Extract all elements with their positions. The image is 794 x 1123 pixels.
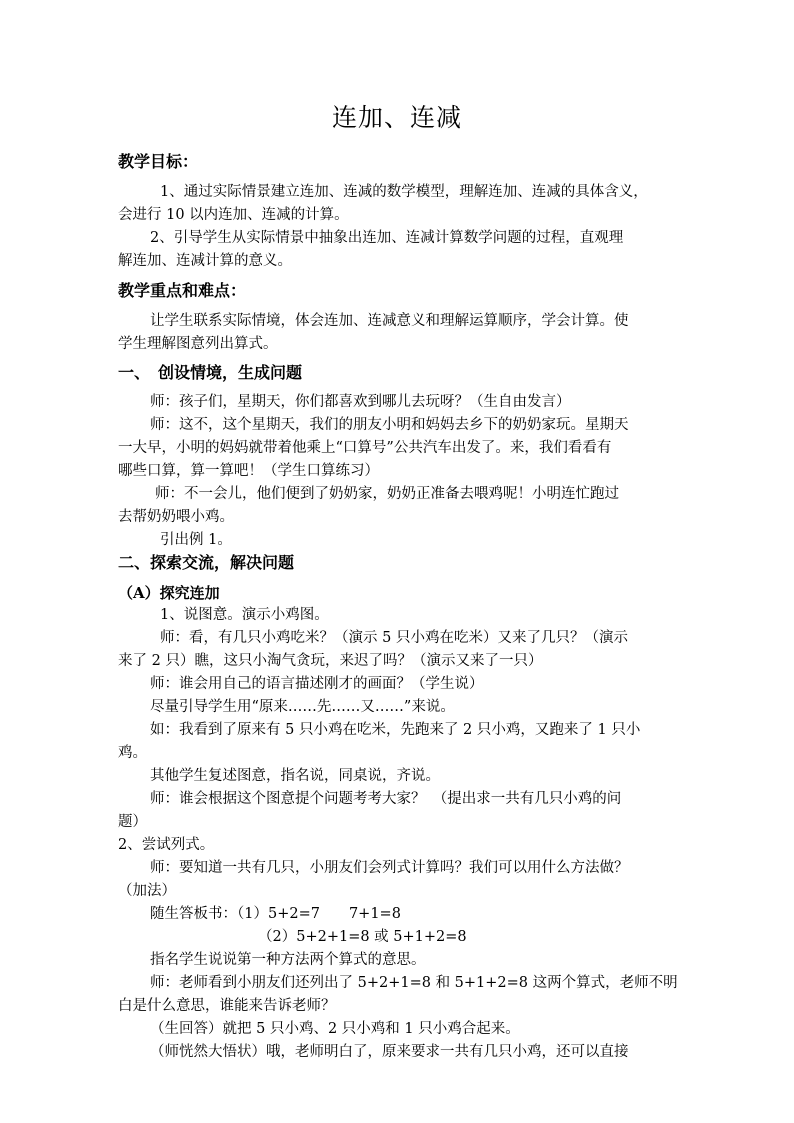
goals-heading: 教学目标：	[118, 152, 199, 171]
goals-line-4: 解连加、连减计算的意义。	[118, 253, 292, 269]
section2-line-8: 其他学生复述图意，指名说，同桌说，齐说。	[150, 768, 440, 784]
key-line-1: 让学生联系实际情境，体会连加、连减意义和理解运算顺序，学会计算。使	[150, 313, 629, 329]
section2-heading: 二、探索交流，解决问题	[118, 553, 295, 572]
section2-line-11: 2、尝试列式。	[118, 837, 215, 853]
section1-line-6: 去帮奶奶喂小鸡。	[118, 509, 234, 525]
key-line-2: 学生理解图意列出算式。	[118, 336, 278, 352]
goals-line-2: 会进行 10 以内连加、连减的计算。	[118, 207, 349, 223]
section2-line-19: （生回答）就把 5 只小鸡、2 只小鸡和 1 只小鸡合起来。	[150, 1021, 520, 1037]
section1-heading: 一、 创设情境，生成问题	[118, 363, 303, 382]
section2-line-4: 师：谁会用自己的语言描述刚才的画面？（学生说）	[150, 676, 484, 692]
section1-line-4: 哪些口算，算一算吧！（学生口算练习）	[118, 463, 379, 479]
key-heading: 教学重点和难点：	[118, 281, 247, 300]
section2-line-5: 尽量引导学生用“原来……先……又……”来说。	[150, 699, 455, 715]
section1-line-3: 一大早，小明的妈妈就带着他乘上“口算号”公共汽车出发了。来，我们看看有	[118, 440, 612, 456]
goals-line-1: 1、通过实际情景建立连加、连减的数学模型，理解连加、连减的具体含义，	[160, 184, 648, 200]
section2-line-7: 鸡。	[118, 745, 147, 761]
section2-line-2: 师：看，有几只小鸡吃米？（演示 5 只小鸡在吃米）又来了几只？（演示	[160, 630, 628, 646]
section2-line-16: 指名学生说说第一种方法两个算式的意思。	[150, 952, 426, 968]
section2-line-10: 题）	[118, 814, 147, 830]
section2-line-9: 师：谁会根据这个图意提个问题考考大家？ （提出求一共有几只小鸡的问	[150, 791, 622, 807]
section2-line-12: 师：要知道一共有几只，小朋友们会列式计算吗？我们可以用什么方法做？	[150, 860, 629, 876]
section2-line-18: 白是什么意思，谁能来告诉老师？	[118, 998, 336, 1014]
section2-line-13: （加法）	[118, 883, 176, 899]
section2-line-3: 来了 2 只）瞧，这只小淘气贪玩，来迟了吗？（演示又来了一只）	[118, 653, 543, 669]
section2-line-17: 师：老师看到小朋友们还列出了 5+2+1=8 和 5+1+2=8 这两个算式，老师不明	[150, 975, 678, 991]
section2-line-15: （2）5+2+1=8 或 5+1+2=8	[258, 929, 467, 945]
section1-line-2: 师：这不，这个星期天，我们的朋友小明和妈妈去乡下的奶奶家玩。星期天	[150, 417, 629, 433]
section2-line-1: 1、说图意。演示小鸡图。	[160, 607, 329, 623]
document-title: 连加、连减	[331, 103, 462, 132]
goals-line-3: 2、引导学生从实际情景中抽象出连加、连减计算数学问题的过程，直观理	[150, 230, 624, 246]
section1-line-1: 师：孩子们，星期天，你们都喜欢到哪儿去玩呀？（生自由发言）	[150, 394, 571, 410]
section1-line-7: 引出例 1。	[160, 532, 232, 548]
section2-line-6: 如：我看到了原来有 5 只小鸡在吃米，先跑来了 2 只小鸡，又跑来了 1 只小	[150, 722, 641, 738]
section1-line-5: 师：不一会儿，他们便到了奶奶家，奶奶正准备去喂鸡呢！小明连忙跑过	[155, 486, 619, 502]
section2-line-20: （师恍然大悟状）哦，老师明白了，原来要求一共有几只小鸡，还可以直接	[150, 1044, 629, 1060]
section2-line-14: 随生答板书：（1）5+2=7 7+1=8	[150, 906, 401, 922]
section2-subheading: （A）探究连加	[118, 584, 220, 602]
